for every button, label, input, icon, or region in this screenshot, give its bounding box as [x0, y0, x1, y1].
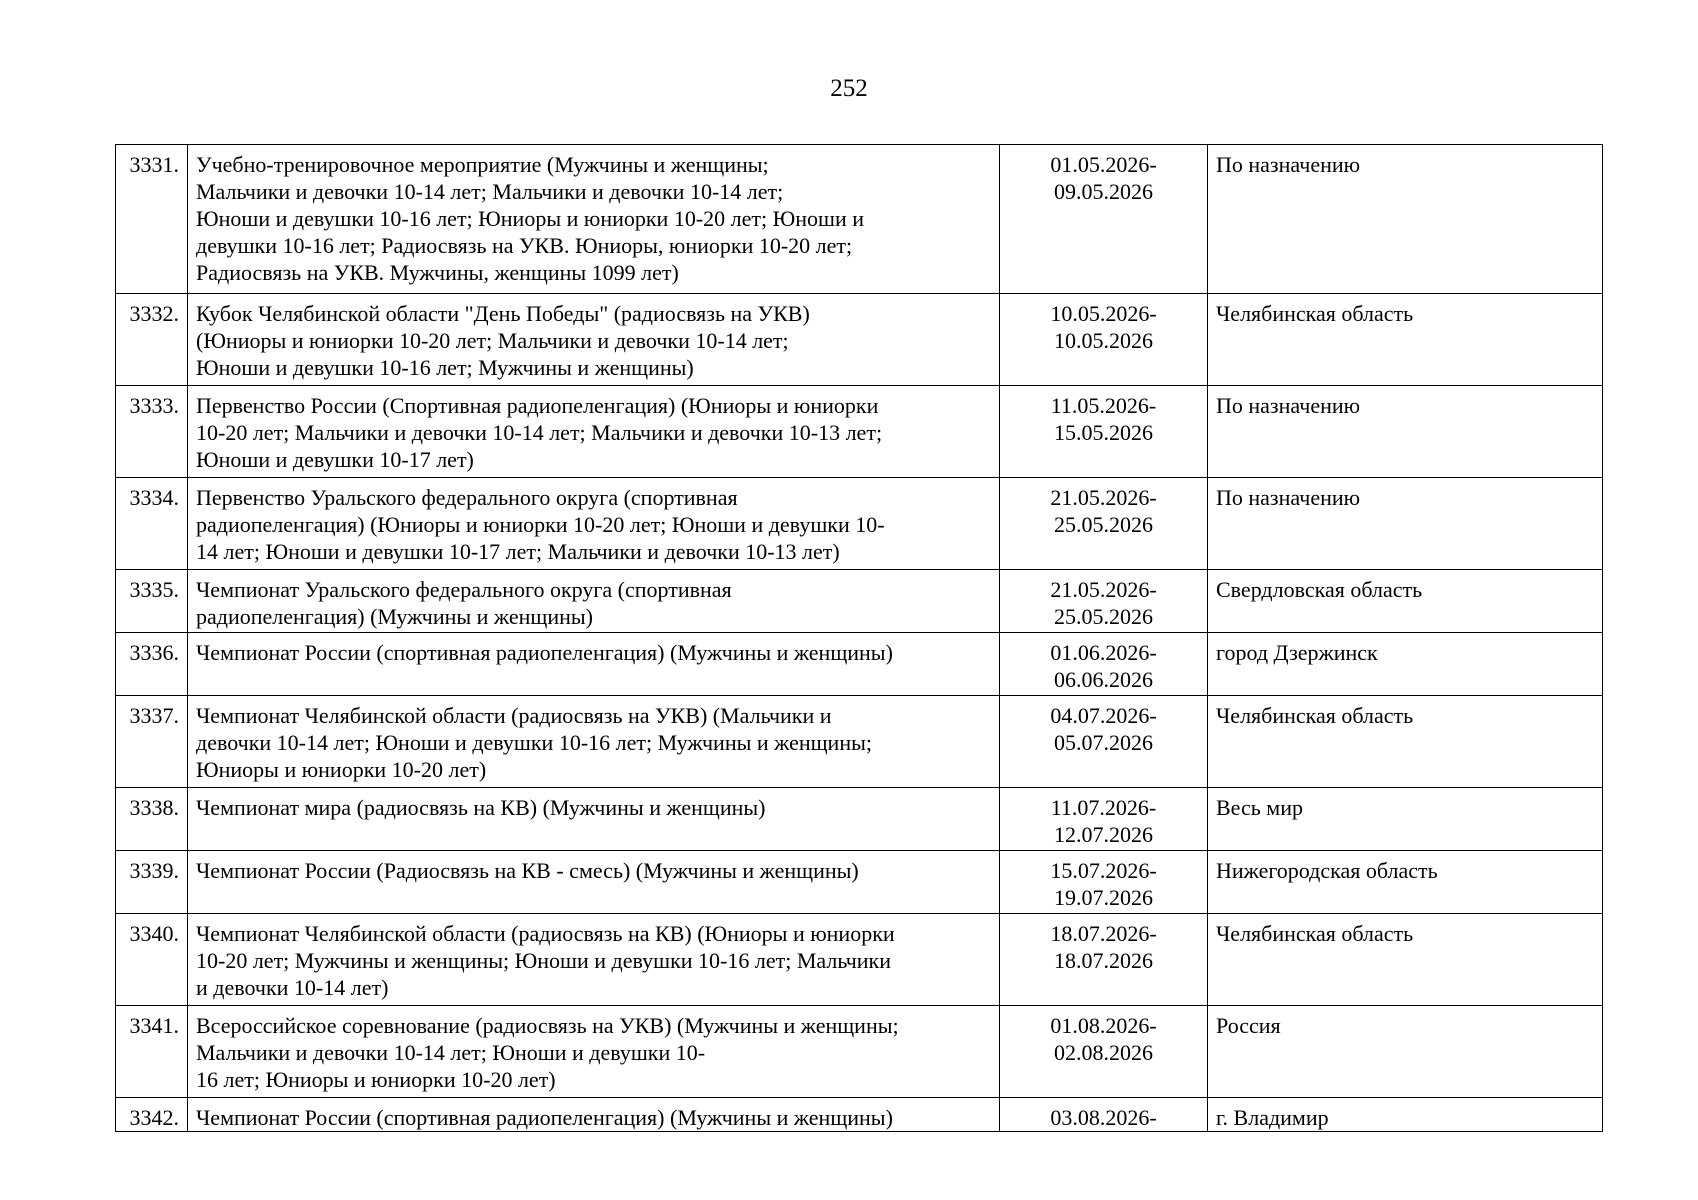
event-dates: 21.05.2026- 25.05.2026: [1050, 485, 1157, 537]
event-name: Чемпионат Уральского федерального округа (спортивная радиопеленгация) (Мужчины и женщины): [196, 577, 732, 629]
event-dates: 18.07.2026- 18.07.2026: [1050, 921, 1157, 973]
row-number: 3336.: [116, 633, 188, 696]
table-row: [116, 145, 1603, 294]
event-place: г. Владимир: [1208, 1098, 1603, 1132]
event-name: Первенство России (Спортивная радиопеленгация) (Юниоры и юниорки 10-20 лет; Мальчики и девочки 10-14 лет; Мальчики и девочки 10-13 лет; Юноши и девушки 10-17 лет): [196, 393, 883, 472]
event-dates: 03.08.2026-: [1050, 1105, 1157, 1130]
row-number: 3340.: [116, 914, 188, 1006]
event-name: Первенство Уральского федерального округа (спортивная радиопеленгация) (Юниоры и юниорки 10-20 лет; Юноши и девушки 10- 14 лет; Юноши и девушки 10-17 лет; Мальчики и девочки 10-13 лет): [196, 485, 885, 564]
table-row: [116, 294, 1603, 386]
event-place: город Дзержинск: [1208, 633, 1603, 696]
event-place: Нижегородская область: [1208, 851, 1603, 914]
event-place: По назначению: [1208, 478, 1603, 570]
table-row: [116, 570, 1603, 633]
event-name: Чемпионат России (спортивная радиопеленгация) (Мужчины и женщины): [196, 640, 893, 665]
event-name: Чемпионат России (Радиосвязь на КВ - смесь) (Мужчины и женщины): [196, 858, 859, 883]
row-number: 3339.: [116, 851, 188, 914]
event-place: По назначению: [1208, 386, 1603, 478]
event-dates: 11.07.2026- 12.07.2026: [1050, 795, 1157, 847]
event-name: Чемпионат Челябинской области (радиосвязь на КВ) (Юниоры и юниорки 10-20 лет; Мужчины и женщины; Юноши и девушки 10-16 лет; Мальчики и девочки 10-14 лет): [196, 921, 895, 1000]
row-number: 3338.: [116, 788, 188, 851]
event-name: Учебно-тренировочное мероприятие (Мужчины и женщины; Мальчики и девочки 10-14 лет; Мальчики и девочки 10-14 лет; Юноши и девушки 10-16 лет; Юниоры и юниорки 10-20 лет; Юноши и девушки 10-16 лет; Радиосвязь на УКВ. Юниоры, юниорки 10-20 лет; Радиосвязь на УКВ. Мужчины, женщины 1099 лет): [196, 152, 864, 285]
table-row: [116, 1098, 1603, 1132]
row-number: 3337.: [116, 696, 188, 788]
event-dates: 01.06.2026- 06.06.2026: [1050, 640, 1157, 692]
row-number: 3342.: [116, 1098, 188, 1132]
event-place: Весь мир: [1208, 788, 1603, 851]
event-dates: 04.07.2026- 05.07.2026: [1050, 703, 1157, 755]
table-row: [116, 1006, 1603, 1098]
event-name: Чемпионат России (спортивная радиопеленгация) (Мужчины и женщины): [196, 1105, 893, 1130]
table-row: [116, 478, 1603, 570]
event-dates: 10.05.2026- 10.05.2026: [1050, 301, 1157, 353]
event-dates: 01.08.2026- 02.08.2026: [1050, 1013, 1157, 1065]
row-number: 3333.: [116, 386, 188, 478]
event-place: Челябинская область: [1208, 696, 1603, 788]
table-row: [116, 851, 1603, 914]
event-place: По назначению: [1208, 145, 1603, 294]
event-name: Чемпионат Челябинской области (радиосвязь на УКВ) (Мальчики и девочки 10-14 лет; Юноши и девушки 10-16 лет; Мужчины и женщины; Юниоры и юниорки 10-20 лет): [196, 703, 872, 782]
row-number: 3331.: [116, 145, 188, 294]
event-place: Россия: [1208, 1006, 1603, 1098]
event-name: Всероссийское соревнование (радиосвязь на УКВ) (Мужчины и женщины; Мальчики и девочки 10-14 лет; Юноши и девушки 10- 16 лет; Юниоры и юниорки 10-20 лет): [196, 1013, 899, 1092]
event-name: Кубок Челябинской области "День Победы" (радиосвязь на УКВ) (Юниоры и юниорки 10-20 лет; Мальчики и девочки 10-14 лет; Юноши и девушки 10-16 лет; Мужчины и женщины): [196, 301, 810, 380]
table-row: [116, 914, 1603, 1006]
table-row: [116, 633, 1603, 696]
event-name: Чемпионат мира (радиосвязь на КВ) (Мужчины и женщины): [196, 795, 766, 820]
page-number: 252: [830, 75, 868, 102]
event-dates: 21.05.2026- 25.05.2026: [1050, 577, 1157, 629]
event-dates: 11.05.2026- 15.05.2026: [1050, 393, 1157, 445]
table-row: [116, 386, 1603, 478]
row-number: 3335.: [116, 570, 188, 633]
row-number: 3334.: [116, 478, 188, 570]
events-table: [115, 144, 1603, 1132]
event-place: Свердловская область: [1208, 570, 1603, 633]
event-place: Челябинская область: [1208, 914, 1603, 1006]
event-dates: 15.07.2026- 19.07.2026: [1050, 858, 1157, 910]
table-row: [116, 696, 1603, 788]
row-number: 3341.: [116, 1006, 188, 1098]
table-row: [116, 788, 1603, 851]
event-place: Челябинская область: [1208, 294, 1603, 386]
event-dates: 01.05.2026- 09.05.2026: [1050, 152, 1157, 204]
row-number: 3332.: [116, 294, 188, 386]
